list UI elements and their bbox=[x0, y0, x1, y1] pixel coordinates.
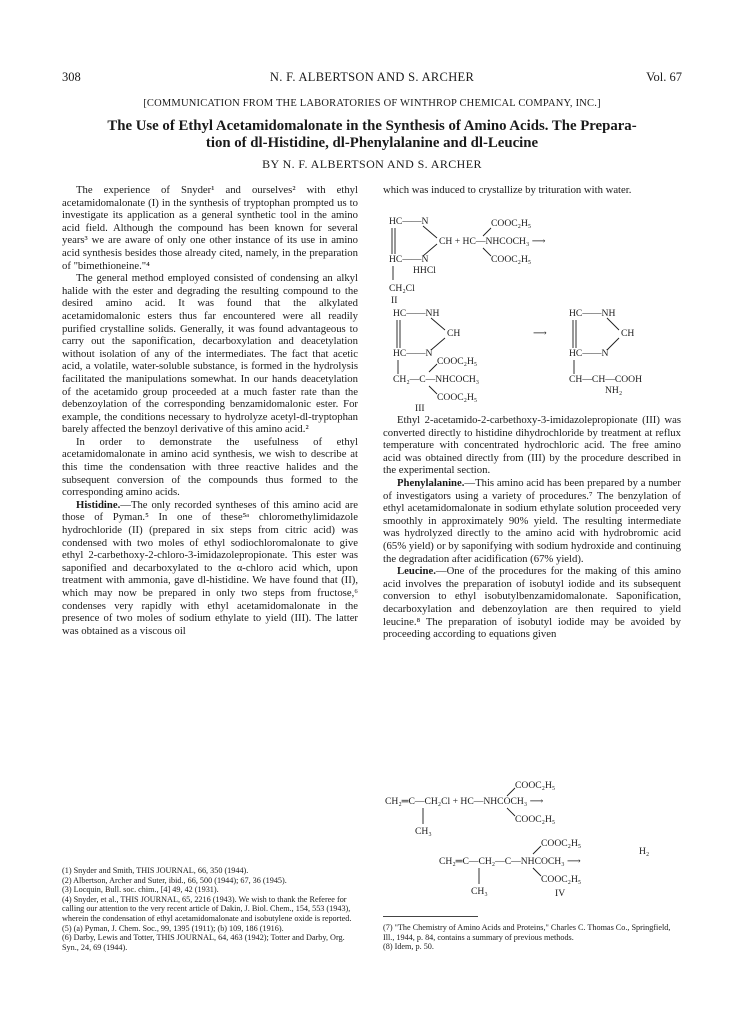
iv-bond-down bbox=[533, 868, 541, 876]
paragraph-histidine bbox=[62, 499, 358, 638]
iii-ester-bond-up bbox=[429, 364, 437, 372]
leucine-scheme-svg bbox=[383, 778, 681, 910]
title-line-2: tion of dl-Histidine, dl-Phenylalanine and dl-Leucine bbox=[205, 135, 539, 151]
title-line-1: The Use of Ethyl Acetamidomalonate in the Synthesis of Amino Acids. The Prepara- bbox=[107, 118, 637, 134]
paragraph-method: The general method employed consisted of condensing an alkyl halide with the ester and degrading the resulting compound to the desired amino acid. It was found that the alkylated acetamidomalonic esters thus far encountered were all readily purified crystalline solids. Generally, it was found advantageous to carry out the saponification, decarboxylation and deacetylation without isolation of any of the intermediates. The fact that acetic acid, a volatile, water-soluble substance, is formed in the hydrolysis facilitated the manipulations somewhat. In our hands deacetylation of the acetamido group proceeded at a much faster rate than the debenzoylation of the corresponding benzamidomalonic ester. For example, the conditions necessary to hydrolyze acetyl-dl-tryptophan barely affected the benzoyl derivative of this amino acid.² bbox=[62, 272, 358, 436]
malonate-cooc2h5-bottom: COOC₂H₅ bbox=[491, 254, 532, 265]
section-head-histidine: Histidine. bbox=[76, 498, 121, 511]
paragraph-usefulness: In order to demonstrate the usefulness of ethyl acetamidomalonate in amino acid synthesis, we wish to describe at this time the condensation with three reactive halides and the subsequent conversion of the compounds thus formed to the corresponding amino acids. bbox=[62, 435, 358, 499]
leucine-h2: H₂ bbox=[639, 846, 650, 857]
phenylalanine-text: —This amino acid has been prepared by a number of investigators using a variety of procedures.⁷ The benzylation of ethyl acetamidomalonate in sodium ethylate solution proceeded very smoothly in approximately 90% yield. The resulting intermediate was hydrolyzed directly to the amino acid with hydrobromic acid (65% yield) or by saponifying with sodium hydroxide and continuing the degradation after acidification (67% yield). bbox=[383, 476, 681, 565]
footnotes-left bbox=[62, 866, 358, 952]
iii-hc-n: HC——N bbox=[393, 348, 433, 359]
ii-ring-bond-upper bbox=[423, 226, 437, 238]
running-head bbox=[62, 70, 682, 86]
histidine-ring-lower bbox=[607, 338, 619, 350]
ii-hc-n-top: HC——N bbox=[389, 216, 429, 227]
ii-ch2cl: CH₂Cl bbox=[389, 283, 415, 294]
page-number: 308 bbox=[62, 70, 81, 84]
running-head-authors: N. F. ALBERTSON AND S. ARCHER bbox=[269, 70, 475, 84]
footnote-1: (1) Snyder and Smith, THIS JOURNAL, 66, 350 (1944). bbox=[62, 866, 249, 875]
leucine-cooc2h5-c: COOC₂H₅ bbox=[541, 838, 582, 849]
label-iii: III bbox=[415, 403, 425, 412]
malonate-cooc2h5-top: COOC₂H₅ bbox=[491, 218, 532, 229]
label-iv: IV bbox=[555, 888, 566, 899]
iii-hc-nh: HC——NH bbox=[393, 308, 440, 319]
byline: BY N. F. ALBERTSON AND S. ARCHER bbox=[262, 157, 482, 171]
label-ii: II bbox=[391, 295, 398, 306]
ii-hhcl: HHCl bbox=[413, 265, 436, 276]
leucine-product: CH₂═C—CH₂—C—NHCOCH₃ ⟶ bbox=[439, 856, 581, 867]
paragraph-histidine-conversion: Ethyl 2-acetamido-2-carbethoxy-3-imidazolepropionate (III) was converted directly to histidine dihydrochloride by treatment at reflux temperature with concentrated hydrochloric acid. The free amino acid was obtained directly from (III) by the procedure described in the experimental section. bbox=[383, 414, 681, 477]
histidine-hc-nh: HC——NH bbox=[569, 308, 616, 319]
malonate-bond-down bbox=[483, 248, 491, 256]
footnote-2: (2) Albertson, Archer and Suter, ibid., 66, 500 (1944); 67, 36 (1945). bbox=[62, 875, 287, 885]
ii-ch-plus: CH + HC—NHCOCH₃ ⟶ bbox=[439, 236, 546, 247]
leucine-ch3-b: CH₃ bbox=[471, 886, 488, 897]
footnote-4: (4) Snyder, et al., THIS JOURNAL, 65, 2216 (1943). We wish to thank the Referee for calling our attention to the very recent article of Dakin, J. Biol. Chem., 154, 553 (1943), wherein the condensation of ethyl acetamidomalonate and isobutylene oxide is reported. bbox=[62, 894, 352, 923]
leucine-cooc2h5-d: COOC₂H₅ bbox=[541, 874, 582, 885]
right-column-middle bbox=[383, 414, 681, 641]
paragraph-leucine bbox=[383, 565, 681, 641]
footnote-6: (6) Darby, Lewis and Totter, THIS JOURNAL, 64, 463 (1942); Totter and Darby, Org. Syn., 24, 69 (1944). bbox=[62, 933, 345, 952]
footnote-rule bbox=[383, 916, 478, 917]
histidine-hc-n: HC——N bbox=[569, 348, 609, 359]
histidine-scheme-svg bbox=[383, 212, 681, 412]
leucine-malonate-bond-up bbox=[507, 788, 515, 796]
footnote-7: (7) "The Chemistry of Amino Acids and Proteins," Charles C. Thomas Co., Springfield, Ill., 1944, p. 84, contains a summary of previous methods. bbox=[383, 923, 671, 942]
leucine-cooc2h5-a: COOC₂H₅ bbox=[515, 780, 556, 791]
iii-ring-upper bbox=[431, 318, 445, 330]
paragraph-trituration: which was induced to crystallize by trituration with water. bbox=[383, 184, 632, 196]
reaction-arrow: ⟶ bbox=[533, 328, 547, 339]
paragraph-intro: The experience of Snyder¹ and ourselves² with ethyl acetamidomalonate (I) in the synthesis of tryptophan prompted us to investigate its application as a general synthetic tool in the amino acid field. Although the compound has been known for several years³ we are aware of only one other instance of its use in amino acid synthesis besides those already cited, namely, in the preparation of "bimethioneine."⁴ bbox=[62, 184, 358, 272]
footnote-3: (3) Locquin, Bull. soc. chim., [4] 49, 42 (1931). bbox=[62, 885, 219, 895]
iii-cooc2h5-bottom: COOC₂H₅ bbox=[437, 392, 478, 403]
iii-cooc2h5-top: COOC₂H₅ bbox=[437, 356, 478, 367]
section-head-leucine: Leucine. bbox=[397, 565, 436, 578]
leucine-cooc2h5-b: COOC₂H₅ bbox=[515, 814, 556, 825]
leucine-malonate-bond-down bbox=[507, 808, 515, 816]
iii-ch2-c-nhcoch3: CH₂—C—NHCOCH₃ bbox=[393, 374, 480, 385]
section-head-phenylalanine: Phenylalanine. bbox=[397, 476, 465, 489]
article-title bbox=[62, 118, 682, 152]
leucine-ch3-a: CH₃ bbox=[415, 826, 432, 837]
footnotes-right bbox=[383, 923, 681, 952]
ii-hc-n-bottom: HC——N bbox=[389, 254, 429, 265]
histidine-ch: CH bbox=[621, 328, 635, 339]
histidine-text: —The only recorded syntheses of this amino acid are those of Pyman.⁵ In one of these⁵ᵃ chloromethylimidazole hydrochloride (II) (prepared in six steps from citric acid) was condensed with two moles of ethyl sodiochloromalonate to give ethyl 2-carbethoxy-2-chloro-3-imidazolepropionate. This ester was saponified and decarboxylated to the α-chloro acid which, upon treatment with ammonia, gave dl-histidine. We have found that (II), which may now be prepared in only two steps from fructose,⁶ condenses very rapidly with ethyl acetamidomalonate in the presence of two moles of sodium ethylate to yield (III). The latter was obtained as a viscous oil bbox=[62, 498, 358, 637]
malonate-bond-up bbox=[483, 228, 491, 236]
volume-number: Vol. 67 bbox=[646, 70, 682, 84]
footnote-5: (5) (a) Pyman, J. Chem. Soc., 99, 1395 (1911); (b) 109, 186 (1916). bbox=[62, 923, 284, 933]
paragraph-phenylalanine bbox=[383, 477, 681, 565]
left-column bbox=[62, 184, 358, 637]
iii-ester-bond-down bbox=[429, 386, 437, 394]
iv-bond-up bbox=[533, 846, 541, 854]
histidine-ring-upper bbox=[607, 318, 619, 330]
footnote-8: (8) Idem, p. 50. bbox=[383, 942, 434, 952]
histidine-nh2: NH₂ bbox=[605, 385, 623, 396]
iii-ch: CH bbox=[447, 328, 461, 339]
leucine-scheme bbox=[383, 778, 681, 910]
iii-ring-lower bbox=[431, 338, 445, 350]
right-column-top bbox=[383, 184, 681, 197]
leucine-text: —One of the procedures for the making of this amino acid involves the preparation of isobutyl iodide and its subsequent conversion to ethyl isobutylbenzamidomalonate. Saponification, decarboxylation and debenzoylation are then required to yield leucine.⁸ The preparation of isobutyl iodide may be avoided by proceeding according to equations given bbox=[383, 565, 681, 641]
histidine-scheme bbox=[383, 212, 681, 412]
communication-line: [COMMUNICATION FROM THE LABORATORIES OF WINTHROP CHEMICAL COMPANY, INC.] bbox=[143, 98, 601, 109]
histidine-ch-ch-cooh: CH—CH—COOH bbox=[569, 374, 643, 385]
leucine-reactant: CH₂═C—CH₂Cl + HC—NHCOCH₃ ⟶ bbox=[385, 796, 544, 807]
